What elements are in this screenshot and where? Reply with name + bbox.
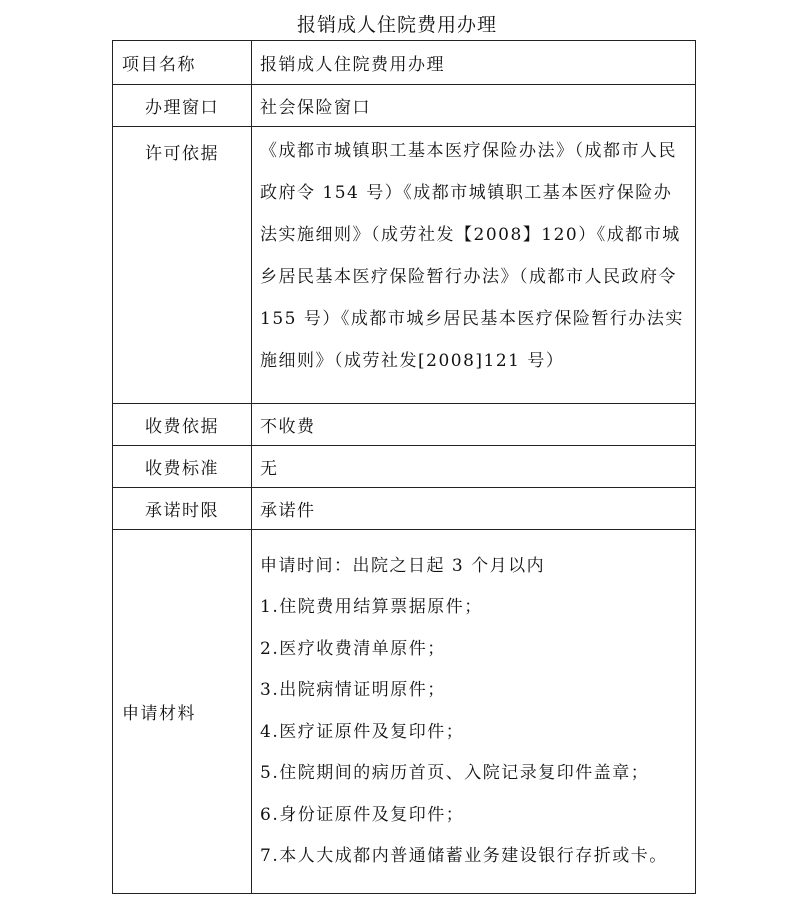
- list-item: 5.住院期间的病历首页、入院记录复印件盖章；: [260, 763, 650, 783]
- value-item-name: 报销成人住院费用办理: [252, 41, 696, 85]
- value-window: 社会保险窗口: [252, 85, 696, 127]
- row-item-name: [113, 41, 696, 85]
- value-materials: [252, 530, 696, 894]
- list-item: 6.身份证原件及复印件；: [260, 804, 465, 825]
- row-basis: [113, 127, 696, 404]
- list-item: 4.医疗证原件及复印件；: [260, 721, 465, 742]
- row-materials: [113, 530, 696, 894]
- value-time-limit: 承诺件: [252, 488, 696, 530]
- row-time-limit: [113, 488, 696, 530]
- value-fee-basis: 不收费: [252, 404, 696, 446]
- label-materials: 申请材料: [113, 530, 252, 894]
- label-basis: 许可依据: [113, 127, 252, 404]
- row-fee-basis: [113, 404, 696, 446]
- label-time-limit: 承诺时限: [113, 488, 252, 530]
- label-fee-standard: 收费标准: [113, 446, 252, 488]
- row-fee-standard: [113, 446, 696, 488]
- value-fee-standard: 无: [252, 446, 696, 488]
- row-window: [113, 85, 696, 127]
- info-table: [112, 40, 696, 894]
- list-item: 1.住院费用结算票据原件；: [260, 597, 483, 617]
- list-item: 3.出院病情证明原件；: [260, 680, 446, 700]
- list-item: 2.医疗收费清单原件；: [260, 638, 446, 659]
- document-title: 报销成人住院费用办理: [296, 14, 497, 36]
- label-item-name: 项目名称: [113, 41, 252, 85]
- list-item: 7.本人大成都内普通储蓄业务建设银行存折或卡。: [260, 846, 668, 866]
- materials-intro: 申请时间：出院之日起 3 个月以内: [260, 555, 546, 576]
- label-fee-basis: 收费依据: [113, 404, 252, 446]
- value-basis: 《成都市城镇职工基本医疗保险办法》（成都市人民政府令 154 号）《成都市城镇职工基本医疗保险办法实施细则》（成劳社发【2008】120）《成都市城乡居民基本医疗保险暂行办法》（成都市人民政府令 155 号）《成都市城乡居民基本医疗保险暂行办法实施细则》（成劳社发[2008]121 号）: [252, 127, 696, 404]
- label-window: 办理窗口: [113, 85, 252, 127]
